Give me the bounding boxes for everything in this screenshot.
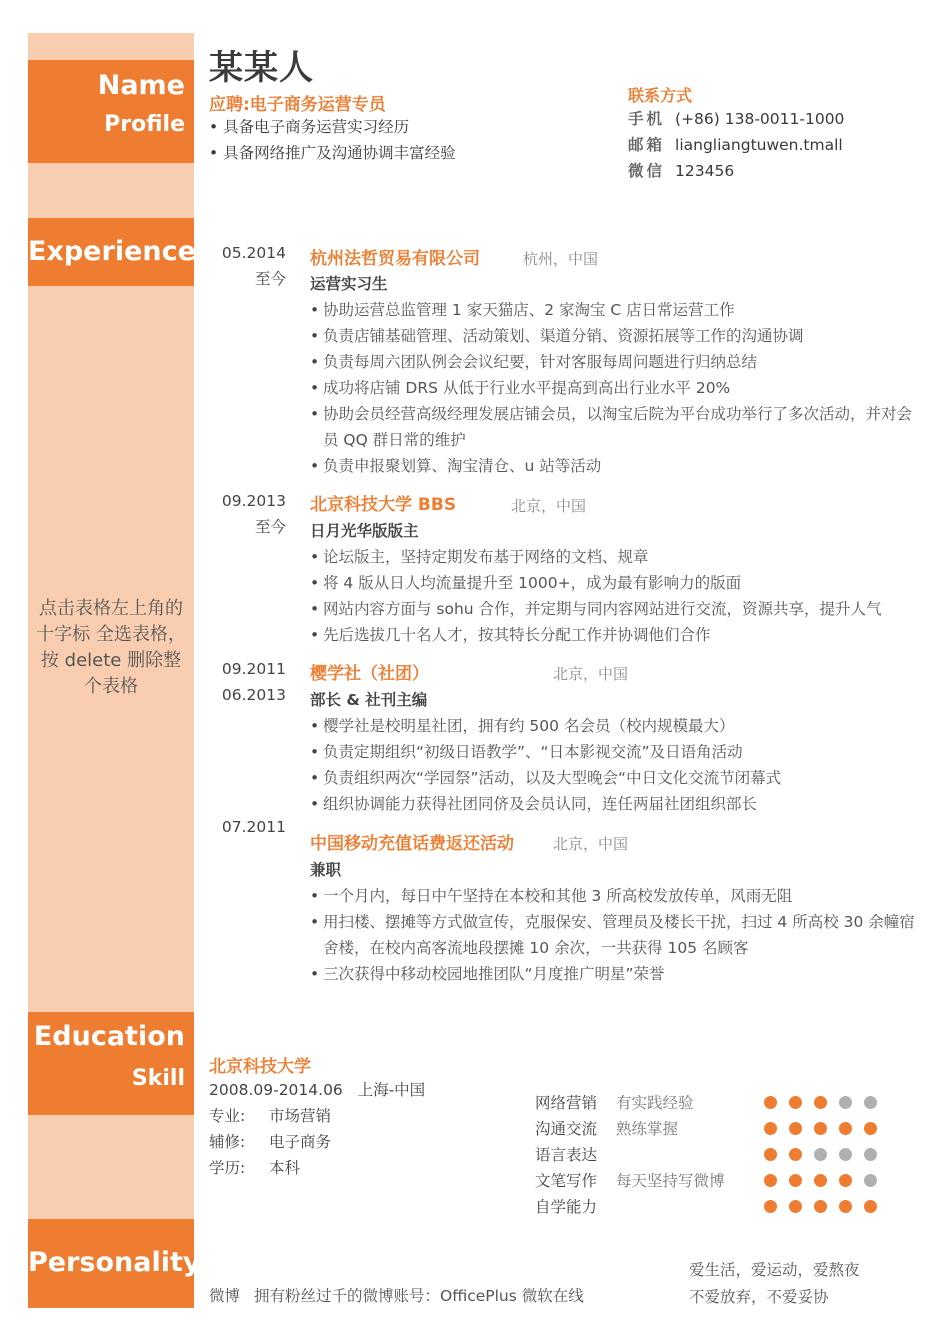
weibo-label: 微博 <box>209 1287 241 1305</box>
entry-date: 05.2014 <box>221 244 286 262</box>
contact-row-phone: 手机 (+86) 138-0011-1000 <box>628 110 845 128</box>
entry-company: 樱学社（社团） <box>310 664 429 684</box>
personality-band <box>28 1219 201 1308</box>
skill-name: 文笔写作 <box>535 1172 598 1190</box>
skill-name: 语言表达 <box>535 1146 598 1164</box>
entry-bullets <box>310 297 920 479</box>
sidebar-note: 点击表格左上角的 十字标 全选表格，按 delete 删除整个表格 <box>36 598 186 697</box>
entry-bullets <box>310 713 920 817</box>
education-school: 北京科技大学 <box>209 1057 311 1077</box>
contact-title: 联系方式 <box>628 86 693 105</box>
bullet-item: • 负责每周六团队例会会议纪要，针对客服每周问题进行归纳总结 <box>310 349 920 375</box>
profile-item: • 具备网络推广及沟通协调丰富经验 <box>209 144 456 162</box>
rating-dot-filled <box>764 1122 777 1135</box>
skill-row <box>535 1142 895 1168</box>
entry-role: 兼职 <box>310 861 342 879</box>
skill-name: 自学能力 <box>535 1198 598 1216</box>
candidate-name: 某某人 <box>209 48 314 88</box>
bullet-item: • 负责申报聚划算、淘宝清仓、u 站等活动 <box>310 453 920 479</box>
entry-date: 06.2013 <box>221 686 286 704</box>
contact-row-wechat: 微信 123456 <box>628 162 735 180</box>
bullet-item: • 一个月内，每日中午坚持在本校和其他 3 所高校发放传单，风雨无阻 <box>310 883 920 909</box>
bullet-item: • 负责组织两次“学园祭”活动，以及大型晚会“中日文化交流节闭幕式 <box>310 765 920 791</box>
rating-dot-filled <box>789 1174 802 1187</box>
rating-dot-filled <box>839 1122 852 1135</box>
entry-date: 至今 <box>254 518 286 536</box>
profile-item: • 具备电子商务运营实习经历 <box>209 118 410 136</box>
entry-location: 北京，中国 <box>511 497 587 515</box>
skill-row <box>535 1116 895 1142</box>
sidebar-skill-label: Skill <box>131 1066 185 1091</box>
apply-position: 应聘:电子商务运营专员 <box>209 95 386 115</box>
sidebar-personality-label: Personality <box>28 1247 201 1278</box>
bullet-item: • 组织协调能力获得社团同侪及会员认同，连任两届社团组织部长 <box>310 791 920 817</box>
rating-dot-empty <box>814 1148 827 1161</box>
skill-rating <box>764 1174 877 1187</box>
skill-desc: 熟练掌握 <box>616 1120 679 1138</box>
entry-bullets <box>310 544 920 648</box>
rating-dot-empty <box>864 1174 877 1187</box>
skill-rating <box>764 1096 877 1109</box>
rating-dot-empty <box>864 1096 877 1109</box>
contact-list <box>628 106 844 184</box>
profile-list <box>209 114 456 166</box>
entry-date: 至今 <box>254 270 286 288</box>
bullet-item: • 负责店铺基础管理、活动策划、渠道分销、资源拓展等工作的沟通协调 <box>310 323 920 349</box>
skill-desc: 有实践经验 <box>616 1094 694 1112</box>
rating-dot-filled <box>764 1148 777 1161</box>
bullet-item: • 协助会员经营高级经理发展店铺会员，以淘宝后院为平台成功举行了多次活动，并对会员 QQ 群日常的维护 <box>310 401 920 453</box>
entry-location: 北京，中国 <box>553 665 629 683</box>
bullet-item: • 将 4 版从日人均流量提升至 1000+，成为最有影响力的版面 <box>310 570 920 596</box>
education-details <box>209 1077 425 1181</box>
entry-date: 09.2013 <box>221 492 286 510</box>
skill-name: 网络营销 <box>535 1094 598 1112</box>
rating-dot-empty <box>864 1148 877 1161</box>
trait-line: 爱生活，爱运动，爱熬夜 <box>689 1261 860 1279</box>
sidebar-profile-label: Profile <box>104 112 185 137</box>
rating-dot-filled <box>764 1200 777 1213</box>
bullet-item: • 先后选拔几十名人才，按其特长分配工作并协调他们合作 <box>310 622 920 648</box>
sidebar-experience-label: Experience <box>28 236 196 267</box>
rating-dot-filled <box>839 1200 852 1213</box>
trait-line: 不爱放弃，不爱妥协 <box>689 1288 829 1306</box>
rating-dot-filled <box>839 1174 852 1187</box>
education-period-row: 2008.09-2014.06 上海-中国 <box>209 1081 426 1099</box>
rating-dot-empty <box>839 1148 852 1161</box>
skill-rating <box>764 1122 877 1135</box>
skill-name: 沟通交流 <box>535 1120 598 1138</box>
entry-bullets <box>310 883 920 987</box>
bullet-item: • 三次获得中移动校园地推团队“月度推广明星”荣誉 <box>310 961 920 987</box>
rating-dot-empty <box>839 1096 852 1109</box>
rating-dot-filled <box>789 1122 802 1135</box>
skill-rating <box>764 1200 877 1213</box>
entry-location: 杭州，中国 <box>523 250 599 268</box>
education-minor-row: 辅修: 电子商务 <box>209 1133 332 1151</box>
rating-dot-filled <box>764 1174 777 1187</box>
education-degree-row: 学历: 本科 <box>209 1159 301 1177</box>
bullet-item: • 成功将店铺 DRS 从低于行业水平提高到高出行业水平 20% <box>310 375 920 401</box>
rating-dot-filled <box>814 1200 827 1213</box>
skill-row <box>535 1194 895 1220</box>
personality-traits <box>689 1257 860 1311</box>
bullet-item: • 樱学社是校明星社团，拥有约 500 名会员（校内规模最大） <box>310 713 920 739</box>
entry-company: 北京科技大学 BBS <box>310 495 457 515</box>
rating-dot-filled <box>864 1200 877 1213</box>
skill-rating <box>764 1148 877 1161</box>
rating-dot-filled <box>789 1200 802 1213</box>
sidebar-name-label: Name <box>97 70 185 101</box>
skill-desc: 每天坚持写微博 <box>616 1172 725 1190</box>
bullet-item: • 负责定期组织“初级日语教学”、“日本影视交流”及日语角活动 <box>310 739 920 765</box>
rating-dot-filled <box>764 1096 777 1109</box>
education-major-row: 专业: 市场营销 <box>209 1107 332 1125</box>
bullet-item: • 用扫楼、摆摊等方式做宣传，克服保安、管理员及楼长干扰，扫过 4 所高校 30 余幢宿舍楼，在校内高客流地段摆摊 10 余次，一共获得 105 名顾客 <box>310 909 920 961</box>
entry-role: 运营实习生 <box>310 275 388 293</box>
education-band <box>28 1012 194 1115</box>
entry-date: 09.2011 <box>221 660 286 678</box>
skill-row <box>535 1168 895 1194</box>
rating-dot-filled <box>814 1122 827 1135</box>
rating-dot-filled <box>864 1122 877 1135</box>
rating-dot-filled <box>789 1148 802 1161</box>
entry-company: 中国移动充值话费返还活动 <box>310 834 514 854</box>
experience-band <box>28 218 194 286</box>
name-band <box>28 60 194 163</box>
weibo-line <box>209 1284 584 1306</box>
bullet-item: • 网站内容方面与 sohu 合作，并定期与同内容网站进行交流，资源共享，提升人气 <box>310 596 920 622</box>
bullet-item: • 论坛版主，坚持定期发布基于网络的文档、规章 <box>310 544 920 570</box>
weibo-text: 拥有粉丝过千的微博账号：OfficePlus 微软在线 <box>254 1287 584 1305</box>
contact-row-email: 邮箱 liangliangtuwen.tmall <box>628 136 843 154</box>
entry-role: 部长 & 社刊主编 <box>310 691 428 709</box>
sidebar-education-label: Education <box>33 1021 185 1052</box>
skills-list <box>535 1090 895 1220</box>
entry-date: 07.2011 <box>221 818 286 836</box>
rating-dot-filled <box>814 1096 827 1109</box>
rating-dot-filled <box>789 1096 802 1109</box>
entry-location: 北京，中国 <box>553 835 629 853</box>
bullet-item: • 协助运营总监管理 1 家天猫店、2 家淘宝 C 店日常运营工作 <box>310 297 920 323</box>
rating-dot-filled <box>814 1174 827 1187</box>
entry-company: 杭州法哲贸易有限公司 <box>310 249 480 269</box>
skill-row <box>535 1090 895 1116</box>
entry-role: 日月光华版版主 <box>310 522 419 540</box>
